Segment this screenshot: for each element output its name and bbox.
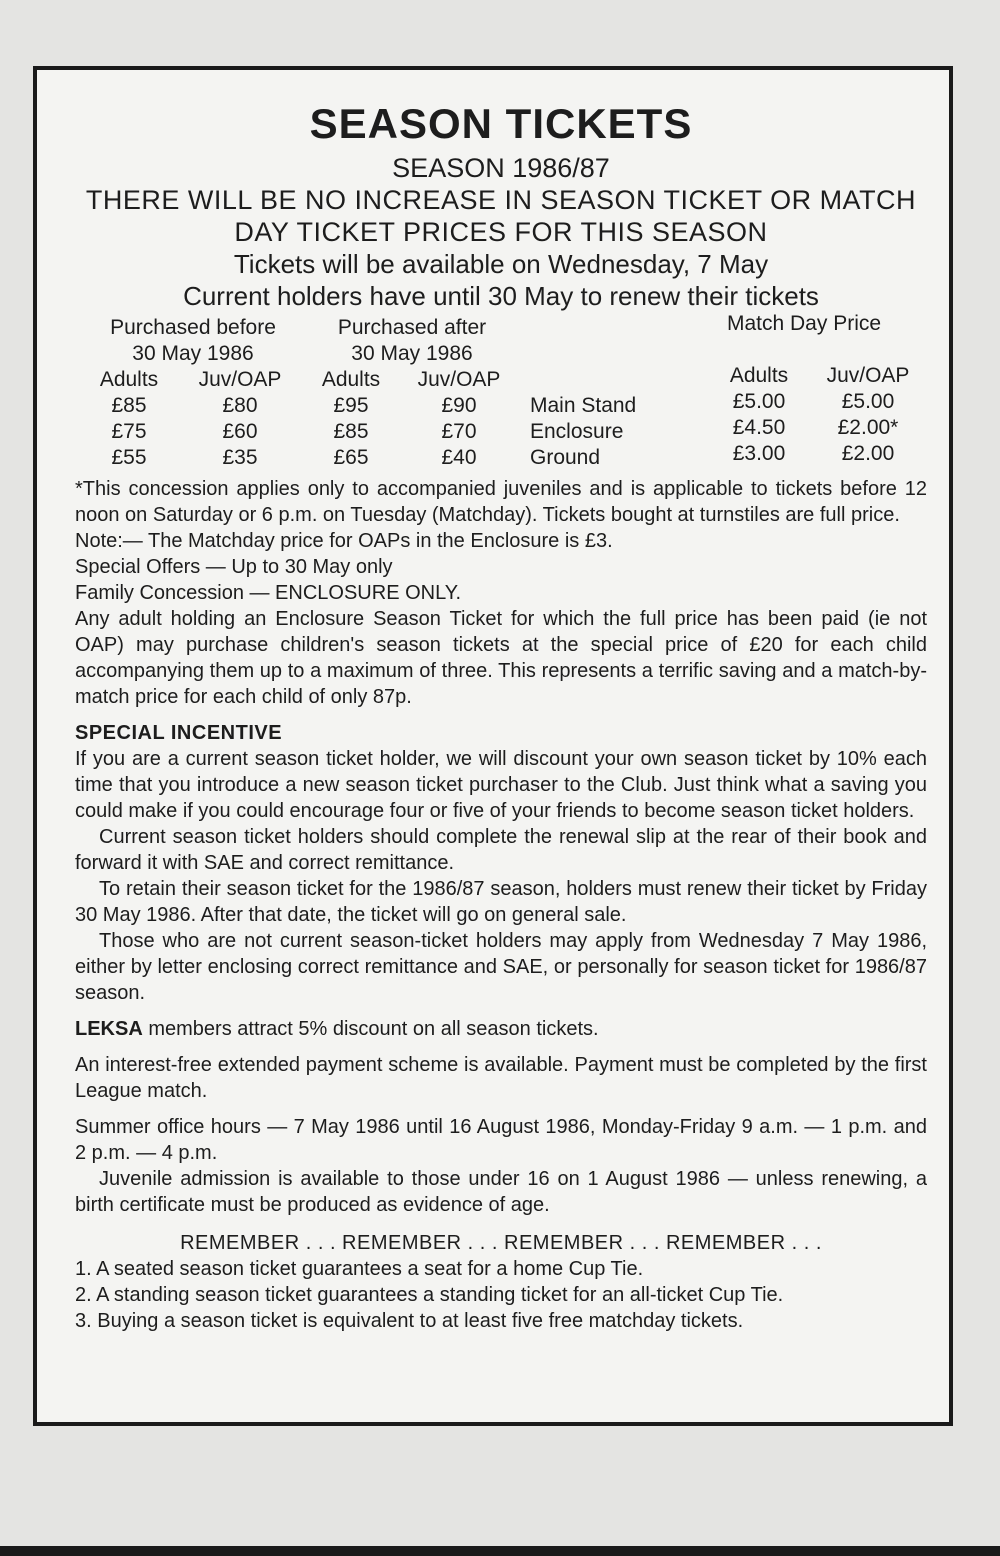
price-cell: £35 — [222, 446, 258, 469]
area-label: Ground — [530, 446, 601, 469]
price-cell: £40 — [441, 446, 477, 469]
price-cell: £2.00 — [841, 442, 895, 465]
price-cell: £85 — [111, 394, 147, 417]
family-concession-text: Any adult holding an Enclosure Season Ticket for which the full price has been paid (ie not OAP) may purchase children's season tickets at the special price of £20 for each child accompanying them up to a maximum of three. This represents a terrific saving and a match-by-match price for each child of only 87p. — [75, 608, 927, 708]
price-cell: £55 — [111, 446, 147, 469]
price-cell: £75 — [111, 420, 147, 443]
list-item: 1. A seated season ticket guarantees a seat for a home Cup Tie. — [75, 1258, 644, 1280]
list-item: 2. A standing season ticket guarantees a standing ticket for an all-ticket Cup Tie. — [75, 1284, 784, 1306]
matchday-header: Match Day Price — [727, 312, 882, 335]
price-cell: £80 — [222, 394, 258, 417]
col-after-adults: Adults — [321, 368, 381, 391]
remember-banner: REMEMBER . . . REMEMBER . . . REMEMBER . . . REMEMBER . . . — [180, 1232, 822, 1254]
price-cell: £5.00 — [732, 390, 786, 413]
panel-content — [75, 96, 927, 1334]
price-cell: £2.00* — [837, 416, 899, 439]
season-label: SEASON 1986/87 — [392, 153, 610, 183]
col-before-adults: Adults — [99, 368, 159, 391]
family-concession: Family Concession — ENCLOSURE ONLY. — [75, 582, 462, 604]
price-cell: £4.50 — [732, 416, 786, 439]
leksa-label: LEKSA — [75, 1018, 143, 1040]
page-title: SEASON TICKETS — [309, 100, 693, 147]
new-applicants-text: Those who are not current season-ticket holders may apply from Wednesday 7 May 1986, either by letter enclosing correct remittance and SAE, or personally for season ticket for 1986/87 season. — [75, 930, 927, 1004]
price-cell: £85 — [333, 420, 369, 443]
before-header-line2: 30 May 1986 — [132, 342, 254, 365]
after-header-line2: 30 May 1986 — [351, 342, 473, 365]
price-cell: £60 — [222, 420, 258, 443]
renewal-slip-text: Current season ticket holders should complete the renewal slip at the rear of their book and forward it with SAE and correct remittance. — [75, 826, 927, 874]
area-label: Main Stand — [530, 394, 637, 417]
price-cell: £70 — [441, 420, 477, 443]
renewal-deadline: Current holders have until 30 May to renew their tickets — [183, 281, 819, 311]
price-cell: £5.00 — [841, 390, 895, 413]
price-cell: £95 — [333, 394, 369, 417]
remember-list — [75, 1256, 927, 1334]
incentive-text: If you are a current season ticket holder, we will discount your own season ticket by 10% each time that you introduce a new season ticket purchaser to the Club. Just think what a saving you could make if you could encourage four or five of your friends to become season ticket holders. — [75, 748, 927, 822]
page-bottom-edge — [0, 1546, 1000, 1556]
payment-scheme: An interest-free extended payment scheme is available. Payment must be completed by the first League match. — [75, 1054, 927, 1102]
col-before-juv: Juv/OAP — [198, 368, 282, 391]
price-cell: £3.00 — [732, 442, 786, 465]
no-increase-notice: THERE WILL BE NO INCREASE IN SEASON TICKET OR MATCH DAY TICKET PRICES FOR THIS SEASON — [85, 185, 917, 247]
leksa-text: members attract 5% discount on all season tickets. — [142, 1018, 599, 1040]
price-cell: £90 — [441, 394, 477, 417]
after-header-line1: Purchased after — [337, 316, 487, 339]
concession-note: *This concession applies only to accompanied juveniles and is applicable to tickets before 12 noon on Saturday or 6 p.m. on Tuesday (Matchday). Tickets bought at turnstiles are full price. — [75, 478, 927, 526]
area-label: Enclosure — [530, 420, 624, 443]
price-table — [75, 312, 927, 476]
juvenile-admission: Juvenile admission is available to those under 16 on 1 August 1986 — unless renewing, a birth certificate must be produced as evidence of age. — [75, 1168, 927, 1216]
special-offers: Special Offers — Up to 30 May only — [75, 556, 393, 578]
price-cell: £65 — [333, 446, 369, 469]
col-md-adults: Adults — [729, 364, 789, 387]
leksa-discount — [75, 1016, 927, 1042]
oap-note: Note:— The Matchday price for OAPs in the Enclosure is £3. — [75, 530, 613, 552]
office-hours: Summer office hours — 7 May 1986 until 16 August 1986, Monday-Friday 9 a.m. — 1 p.m. and 2 p.m. — 4 p.m. — [75, 1116, 927, 1164]
col-after-juv: Juv/OAP — [417, 368, 501, 391]
incentive-heading: SPECIAL INCENTIVE — [75, 722, 283, 744]
before-header-line1: Purchased before — [110, 316, 276, 339]
retain-text: To retain their season ticket for the 1986/87 season, holders must renew their ticket by Friday 30 May 1986. After that date, the ticket will go on general sale. — [75, 878, 927, 926]
col-md-juv: Juv/OAP — [826, 364, 910, 387]
list-item: 3. Buying a season ticket is equivalent to at least five free matchday tickets. — [75, 1310, 744, 1332]
season-tickets-panel — [33, 66, 953, 1426]
availability-notice: Tickets will be available on Wednesday, 7 May — [233, 249, 769, 279]
